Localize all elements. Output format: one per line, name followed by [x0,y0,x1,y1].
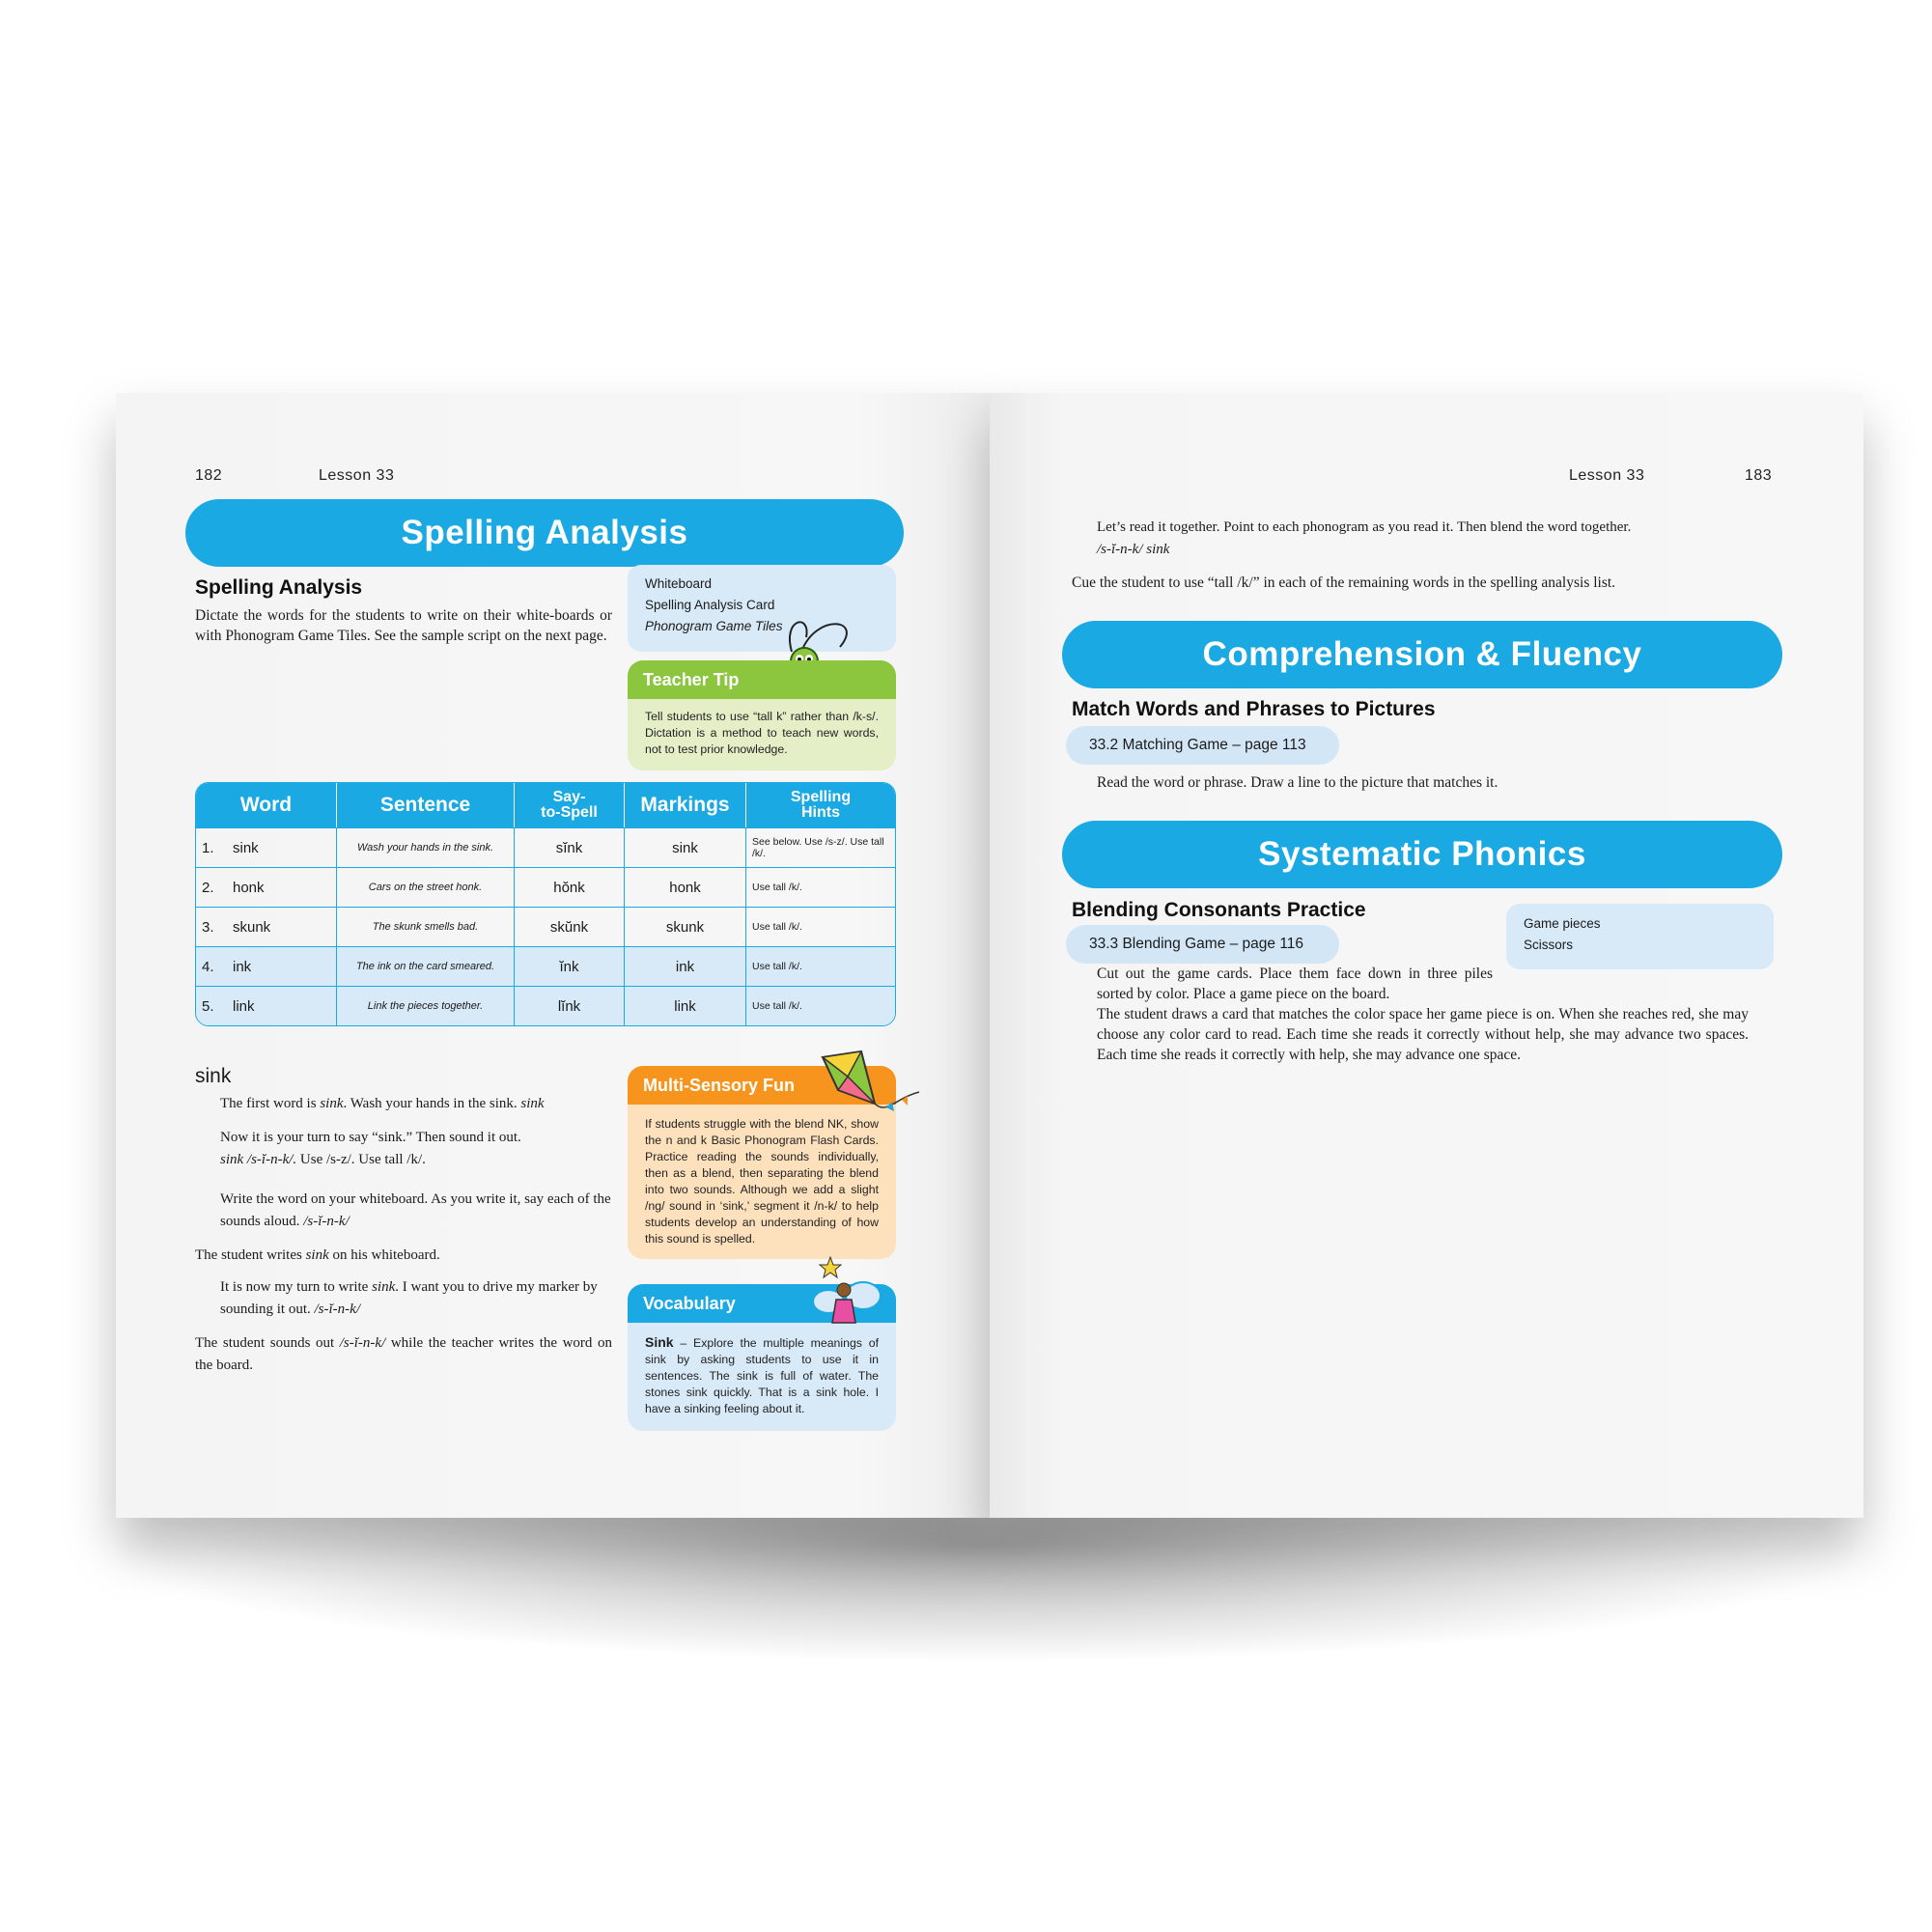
table-cell-markings: honk [625,867,746,907]
teacher-tip-text: Tell students to use “tall k” rather than /k-s/. Dictation is a method to teach new words, not to test prior knowledge. [645,710,879,756]
spelling-analysis-intro: Dictate the words for the students to write on their white-boards or with Phonogram Game Tiles. See the sample script on the next page. [195,607,612,644]
table-cell-hint: Use tall /k/. [746,907,895,946]
left-page-number: 182 [195,467,223,484]
right-lesson-label: Lesson 33 [1569,467,1645,484]
material-item: Scissors [1524,938,1574,952]
read-together-block [1097,517,1753,561]
multi-sensory-title: Multi-Sensory Fun [628,1066,896,1105]
multi-sensory-text: If students struggle with the blend NK, show the n and k Basic Phonogram Flash Cards. Practice reading the sounds individually, then as a blend, then separating the blend into two sounds. Although we add a slight /ng/ sound in ‘sink,’ segment it /n-k/ to help students develop an understanding of how this sound is spelled. [645,1117,879,1246]
sink-script-line: It is now my turn to write sink. I want you to drive my marker by sounding it out. /s-ĭ-n-k/ [220,1279,598,1317]
comprehension-fluency-banner: Comprehension & Fluency [1062,621,1782,688]
material-item: Phonogram Game Tiles [645,619,783,633]
table-cell-say-to-spell: lĭnk [515,986,625,1025]
matching-game-pill[interactable]: 33.2 Matching Game – page 113 [1066,726,1339,765]
sink-script-line: Now it is your turn to say “sink.” Then sound it out. sink /s-ĭ-n-k/. Use /s-z/. Use tall /k/. [220,1130,521,1167]
match-text: Read the word or phrase. Draw a line to the picture that matches it. [1097,774,1498,791]
table-row [196,867,895,907]
table-cell-sentence: Wash your hands in the sink. [337,827,515,867]
teacher-tip-title: Teacher Tip [628,660,896,699]
match-heading: Match Words and Phrases to Pictures [1072,698,1436,720]
table-cell-say-to-spell: sĭnk [515,827,625,867]
table-row [196,827,895,867]
read-together-text: Let’s read it together. Point to each phonogram as you read it. Then blend the word together. [1097,519,1632,535]
sink-script-line: The student sounds out /s-ĭ-n-k/ while the teacher writes the word on the board. [195,1335,612,1373]
table-header: Markings [625,783,746,827]
cue-text: Cue the student to use “tall /k/” in each of the remaining words in the spelling analysis list. [1072,574,1616,591]
read-together-sounds: /s-ĭ-n-k/ sink [1097,542,1170,557]
table-cell-word: 4. ink [196,946,337,986]
table-cell-say-to-spell: ĭnk [515,946,625,986]
table-cell-word: 3. skunk [196,907,337,946]
right-page-number: 183 [1745,467,1773,484]
table-cell-hint: See below. Use /s-z/. Use tall /k/. [746,827,895,867]
table-header: Spelling Hints [746,783,895,827]
sink-script-line: The first word is sink. Wash your hands in the sink. sink [220,1096,545,1111]
table-cell-markings: ink [625,946,746,986]
blending-instructions-2: The student draws a card that matches the color space her game piece is on. When she reaches red, she may choose any color card to read. Each time she reads it correctly without help, she may advance two spaces. Each time she reads it correctly with help, she may advance one space. [1097,1006,1749,1063]
left-lesson-label: Lesson 33 [319,467,395,484]
blending-heading: Blending Consonants Practice [1072,899,1366,921]
table-row [196,907,895,946]
systematic-phonics-banner: Systematic Phonics [1062,821,1782,888]
table-cell-word: 5. link [196,986,337,1025]
table-cell-markings: skunk [625,907,746,946]
table-header: Sentence [337,783,515,827]
table-row [196,946,895,986]
table-cell-hint: Use tall /k/. [746,946,895,986]
vocabulary-text: Sink – Explore the multiple meanings of sink by asking students to use it in sentences. The sink is full of water. The stones sink quickly. That is a sink hole. I have a sinking feeling about it. [645,1334,879,1415]
table-cell-word: 2. honk [196,867,337,907]
blending-materials-box [1506,904,1774,969]
material-item: Whiteboard [645,576,713,591]
table-header-row [196,783,895,827]
kite-icon [819,1048,923,1125]
table-cell-say-to-spell: skŭnk [515,907,625,946]
table-header: Word [196,783,337,827]
table-cell-sentence: The ink on the card smeared. [337,946,515,986]
blending-instructions-1: Cut out the game cards. Place them face down in three piles sorted by color. Place a game piece on the board. [1097,966,1493,1002]
table-header: Say- to-Spell [515,783,625,827]
sink-heading: sink [195,1065,232,1087]
sink-script [195,1093,612,1377]
sink-script-line: The student writes sink on his whiteboard. [195,1247,440,1263]
table-cell-sentence: The skunk smells bad. [337,907,515,946]
table-row [196,986,895,1025]
table-cell-word: 1. sink [196,827,337,867]
table-cell-hint: Use tall /k/. [746,867,895,907]
table-cell-markings: sink [625,827,746,867]
vocabulary-title: Vocabulary [628,1284,896,1323]
spelling-analysis-banner: Spelling Analysis [185,499,904,567]
material-item: Game pieces [1524,916,1601,931]
table-cell-hint: Use tall /k/. [746,986,895,1025]
spelling-table [195,782,896,1026]
material-item: Spelling Analysis Card [645,598,775,612]
table-cell-sentence: Link the pieces together. [337,986,515,1025]
teacher-tip-card [628,660,896,770]
table-cell-markings: link [625,986,746,1025]
spelling-analysis-heading: Spelling Analysis [195,576,363,599]
fairy-illustration-icon [807,1255,884,1332]
table-cell-sentence: Cars on the street honk. [337,867,515,907]
sink-script-line: Write the word on your whiteboard. As you write it, say each of the sounds aloud. /s-ĭ-n-k/ [220,1191,611,1229]
table-cell-say-to-spell: hŏnk [515,867,625,907]
blending-game-pill[interactable]: 33.3 Blending Game – page 116 [1066,925,1339,964]
